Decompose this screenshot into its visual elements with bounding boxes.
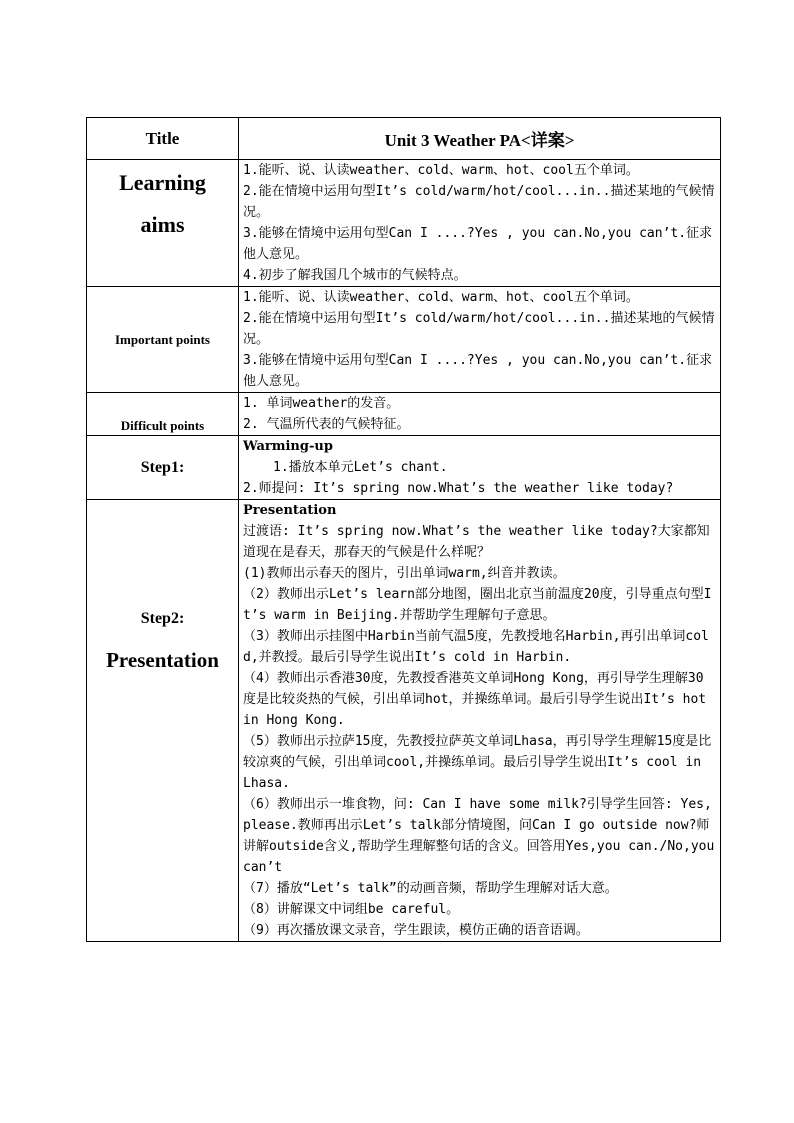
learning-aims-label <box>87 160 239 287</box>
step2-label-line2: Presentation <box>106 648 219 672</box>
step1-content <box>239 436 721 500</box>
learning-aim-item: 1.能听、说、认读weather、cold、warm、hot、cool五个单词。 <box>243 163 639 178</box>
learning-aims-content <box>239 160 721 287</box>
step2-item: （5）教师出示拉萨15度，先教授拉萨英文单词Lhasa，再引导学生理解15度是比较凉爽的气候，引出单词cool,并操练单词。最后引导学生说出It’s cool in Lhasa. <box>243 734 712 791</box>
step2-content <box>239 500 721 942</box>
step1-heading: Warming-up <box>243 439 333 454</box>
learning-aim-item: 2.能在情境中运用句型It’s cold/warm/hot/cool...in..描述某地的气候情况。 <box>243 184 715 220</box>
important-point-item: 1.能听、说、认读weather、cold、warm、hot、cool五个单词。 <box>243 290 639 305</box>
difficult-points-content <box>239 393 721 436</box>
title-row <box>87 118 721 160</box>
step1-item: 2.师提问: It’s spring now.What’s the weather like today? <box>243 481 674 496</box>
difficult-points-label: Difficult points <box>87 393 239 436</box>
step2-item: （9）再次播放课文录音，学生跟读，模仿正确的语音语调。 <box>243 923 589 938</box>
step1-item: 1.播放本单元Let’s chant. <box>273 460 448 475</box>
important-point-item: 2.能在情境中运用句型It’s cold/warm/hot/cool...in..描述某地的气候情况。 <box>243 311 715 347</box>
title-value: Unit 3 Weather PA<详案> <box>239 118 721 160</box>
difficult-point-item: 2. 气温所代表的气候特征。 <box>243 417 410 432</box>
step1-row <box>87 436 721 500</box>
important-points-row <box>87 287 721 393</box>
step2-item: （7）播放“Let’s talk”的动画音频，帮助学生理解对话大意。 <box>243 881 618 896</box>
step2-label-line1: Step2: <box>140 610 185 627</box>
learning-aims-label-line1: Learning <box>119 170 206 195</box>
step2-row <box>87 500 721 942</box>
step2-heading: Presentation <box>243 503 337 518</box>
learning-aims-row <box>87 160 721 287</box>
learning-aim-item: 4.初步了解我国几个城市的气候特点。 <box>243 268 467 283</box>
step2-item: （3）教师出示挂图中Harbin当前气温5度，先教授地名Harbin,再引出单词cold,并教授。最后引导学生说出It’s cold in Harbin. <box>243 629 709 665</box>
important-point-item: 3.能够在情境中运用句型Can I ....?Yes , you can.No,you can’t.征求他人意见。 <box>243 353 713 389</box>
title-label: Title <box>87 118 239 160</box>
learning-aims-label-line2: aims <box>140 212 185 237</box>
difficult-points-row <box>87 393 721 436</box>
step2-item: 过渡语: It’s spring now.What’s the weather like today?大家都知道现在是春天，那春天的气候是什么样呢？ <box>243 524 710 560</box>
important-points-label: Important points <box>87 287 239 393</box>
step2-label <box>87 500 239 942</box>
step1-label: Step1: <box>87 436 239 500</box>
step2-item: （4）教师出示香港30度，先教授香港英文单词Hong Kong，再引导学生理解30度是比较炎热的气候，引出单词hot，并操练单词。最后引导学生说出It’s hot in Hong Kong. <box>243 671 707 728</box>
difficult-point-item: 1. 单词weather的发音。 <box>243 396 400 411</box>
lesson-plan-table <box>86 117 721 942</box>
learning-aim-item: 3.能够在情境中运用句型Can I ....?Yes , you can.No,you can’t.征求他人意见。 <box>243 226 713 262</box>
step2-item: （6）教师出示一堆食物，问: Can I have some milk?引导学生回答: Yes,please.教师再出示Let’s talk部分情境图，问Can I go outside now?师讲解outside含义,帮助学生理解整句话的含义。回答用Yes,you can./No,you can’t <box>243 797 715 875</box>
step2-item: (1)教师出示春天的图片，引出单词warm,纠音并教读。 <box>243 566 566 581</box>
step2-item: （2）教师出示Let’s learn部分地图，圈出北京当前温度20度，引导重点句型It’s warm in Beijing.并帮助学生理解句子意思。 <box>243 587 712 623</box>
important-points-content <box>239 287 721 393</box>
step2-item: （8）讲解课文中词组be careful。 <box>243 902 460 917</box>
